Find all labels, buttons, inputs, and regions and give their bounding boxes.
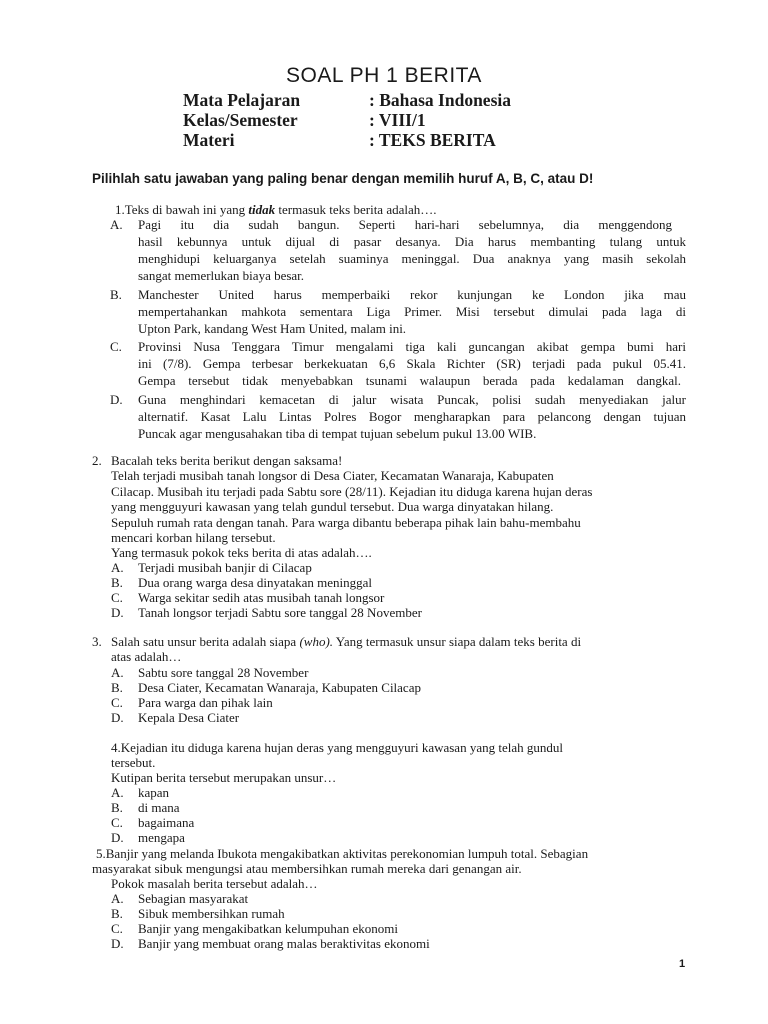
option-letter: A. [111,665,124,680]
option-letter: B. [111,906,123,921]
question-1-stem: 1.Teks di bawah ini yang tidak termasuk teks berita adalah…. [115,202,437,217]
option-letter: D. [111,830,124,845]
passage-line: Telah terjadi musibah tanah longsor di Desa Ciater, Kecamatan Wanaraja, Kabupaten [111,468,554,483]
question-4-question: Kutipan berita tersebut merupakan unsur… [111,770,337,785]
option-line: alternatif. Kasat Lalu Lintas Polres Bogor mengharapkan para pelancong dengan tujuan [138,409,686,424]
option-text: Kepala Desa Ciater [138,710,240,725]
meta-label: Mata Pelajaran [183,90,301,110]
option-text: Tanah longsor terjadi Sabtu sore tanggal 28 November [138,605,422,620]
question-3-stem: Salah satu unsur berita adalah siapa (who). Yang termasuk unsur siapa dalam teks berita di [111,634,582,649]
option-line: Pagi itu dia sudah bangun. Seperti hari-hari sebelumnya, dia menggendong [138,217,672,232]
option-text: Warga sekitar sedih atas musibah tanah longsor [138,590,385,605]
option-line: Upton Park, kandang West Ham United, malam ini. [138,321,407,336]
question-5-stem-line2: masyarakat sibuk mengungsi atau membersihkan rumah mereka dari genangan air. [92,861,522,876]
page-title: SOAL PH 1 BERITA [286,64,482,87]
option-text: Sabtu sore tanggal 28 November [138,665,309,680]
option-text: Terjadi musibah banjir di Cilacap [138,560,312,575]
option-letter: A. [111,891,124,906]
instruction: Pilihlah satu jawaban yang paling benar dengan memilih huruf A, B, C, atau D! [92,171,594,186]
option-letter: A. [111,560,124,575]
option-letter: C. [110,339,122,354]
option-letter: A. [110,217,123,232]
option-line: hasil kebunnya untuk dijual di pasar desanya. Dia harus membanting tulang untuk [138,234,686,249]
option-letter: C. [111,590,123,605]
question-2-stem: Yang termasuk pokok teks berita di atas adalah…. [111,545,372,560]
option-text: di mana [138,800,180,815]
option-line: menghidupi keluarganya setelah suaminya meninggal. Dua anaknya yang masih sekolah [138,251,686,266]
option-letter: D. [110,392,123,407]
option-text: Desa Ciater, Kecamatan Wanaraja, Kabupaten Cilacap [138,680,421,695]
meta-value: : TEKS BERITA [369,130,496,150]
option-letter: B. [111,575,123,590]
option-line: Manchester United harus memperbaiki rekor kunjungan ke London jika mau [138,287,686,302]
option-text: Banjir yang mengakibatkan kelumpuhan ekonomi [138,921,398,936]
meta-label: Kelas/Semester [183,110,298,130]
option-letter: A. [111,785,124,800]
option-text: Para warga dan pihak lain [138,695,273,710]
option-letter: D. [111,936,124,951]
option-letter: B. [110,287,122,302]
option-text: Sibuk membersihkan rumah [138,906,285,921]
option-letter: B. [111,800,123,815]
question-2-intro: Bacalah teks berita berikut dengan saksama! [111,453,343,468]
passage-line: yang mengguyuri kawasan yang telah gundul tersebut. Dua warga dinyatakan hilang. [111,499,554,514]
meta-label: Materi [183,130,235,150]
option-text: mengapa [138,830,185,845]
option-letter: B. [111,680,123,695]
page-number: 1 [679,958,686,970]
option-line: ini (7/8). Gempa terbesar berkekuatan 6,6 Skala Richter (SR) terjadi pada pukul 05.41. [138,356,686,371]
option-line: Gempa tersebut tidak menyebabkan tsunami walaupun berada pada kedalaman dangkal. [138,373,681,388]
meta-value: : VIII/1 [369,110,426,130]
option-text: Dua orang warga desa dinyatakan meninggal [138,575,373,590]
question-5-stem: 5.Banjir yang melanda Ibukota mengakibatkan aktivitas perekonomian lumpuh total. Sebagian [96,846,589,861]
question-2-number: 2. [92,453,102,468]
option-text: bagaimana [138,815,195,830]
option-line: Puncak agar mengusahakan tiba di tempat tujuan sebelum pukul 13.00 WIB. [138,426,537,441]
option-letter: D. [111,710,124,725]
option-letter: C. [111,695,123,710]
option-letter: D. [111,605,124,620]
option-text: Sebagian masyarakat [138,891,249,906]
question-4-stem: 4.Kejadian itu diduga karena hujan deras yang mengguyuri kawasan yang telah gundul [111,740,563,755]
meta-value: : Bahasa Indonesia [369,90,511,110]
option-text: Banjir yang membuat orang malas beraktivitas ekonomi [138,936,430,951]
option-line: mempertahankan mahkota sementara Liga Primer. Misi tersebut dimulai pada laga di [138,304,686,319]
question-3-number: 3. [92,634,102,649]
passage-line: Sepuluh rumah rata dengan tanah. Para warga dibantu beberapa pihak lain bahu-membahu [111,515,581,530]
option-letter: C. [111,815,123,830]
question-4-stem-line2: tersebut. [111,755,156,770]
option-line: Guna menghindari kemacetan di jalur wisata Puncak, polisi sudah menyediakan jalur [138,392,686,407]
question-5-question: Pokok masalah berita tersebut adalah… [111,876,318,891]
passage-line: Cilacap. Musibah itu terjadi pada Sabtu sore (28/11). Kejadian itu diduga karena hujan deras [111,484,593,499]
question-3-stem-line2: atas adalah… [111,649,182,664]
option-letter: C. [111,921,123,936]
passage-line: mencari korban hilang tersebut. [111,530,276,545]
option-text: kapan [138,785,170,800]
option-line: Provinsi Nusa Tenggara Timur mengalami tiga kali guncangan akibat gempa bumi hari [138,339,686,354]
option-line: sangat memerlukan biaya besar. [138,268,305,283]
